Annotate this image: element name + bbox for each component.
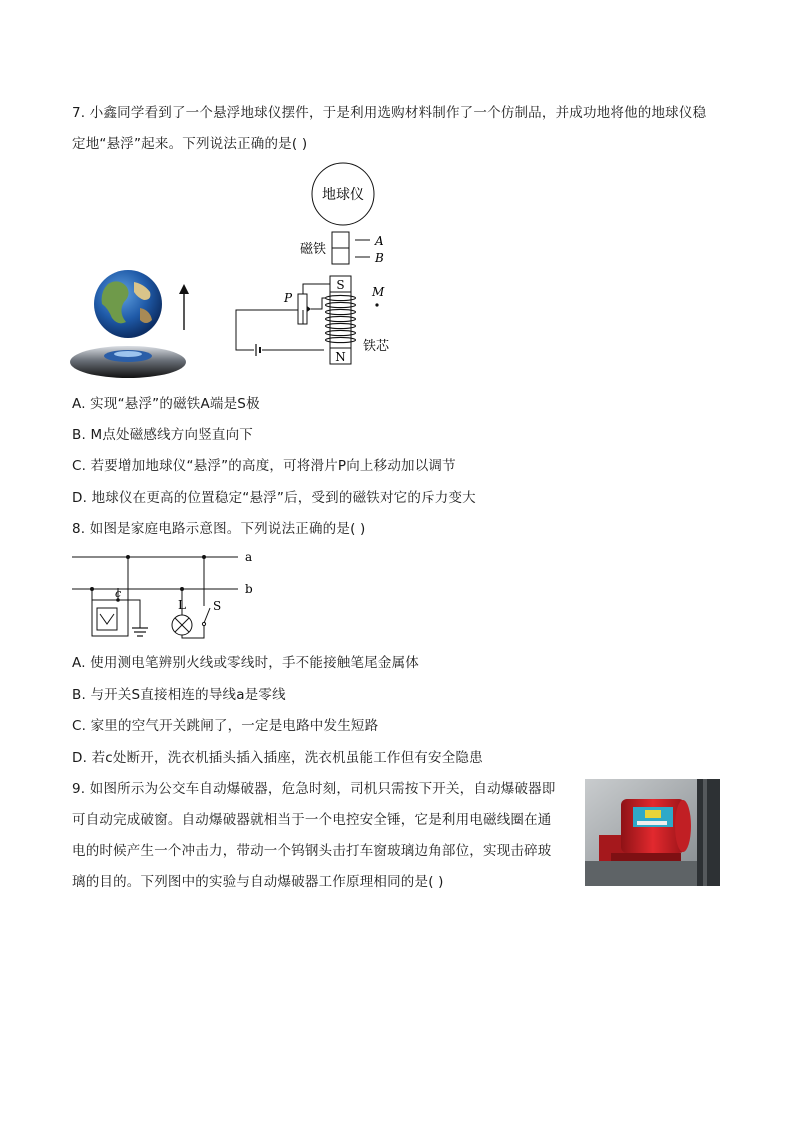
q9-text-line2: 可自动完成破窗。自动爆破器就相当于一个电控安全锤，它是利用电磁线圈在通 — [72, 812, 552, 828]
q7-electromagnet-diagram — [226, 160, 406, 370]
point-m-label: M — [372, 285, 385, 299]
switch-s-label: S — [213, 599, 222, 613]
q7-option-b: B. M点处磁感线方向竖直向下 — [72, 427, 253, 443]
q8-option-d: D. 若c处断开，洗衣机插头插入插座，洗衣机虽能工作但有安全隐患 — [72, 750, 483, 766]
q9-text-line1: 9. 如图所示为公交车自动爆破器，危急时刻，司机只需按下开关，自动爆破器即 — [72, 781, 556, 797]
magnet-end-b: B — [375, 251, 384, 265]
globe-label: 地球仪 — [322, 187, 364, 203]
iron-core-label: 铁芯 — [363, 339, 390, 354]
q8-stem: 8. 如图是家庭电路示意图。下列说法正确的是( ) — [72, 521, 366, 537]
point-c-label: c — [115, 587, 122, 600]
q7-stem-line2: 定地“悬浮”起来。下列说法正确的是( ) — [72, 136, 308, 152]
q8-option-b: B. 与开关S直接相连的导线a是零线 — [72, 687, 286, 703]
q8-household-circuit-diagram — [70, 548, 270, 642]
wire-b-label: b — [245, 582, 253, 596]
q7-stem-line1: 7. 小鑫同学看到了一个悬浮地球仪摆件，于是利用选购材料制作了一个仿制品，并成功地将他的地球仪稳 — [72, 105, 707, 121]
q8-option-a: A. 使用测电笔辨别火线或零线时，手不能接触笔尾金属体 — [72, 655, 419, 671]
q7-option-a: A. 实现“悬浮”的磁铁A端是S极 — [72, 396, 260, 412]
q9-text-line3: 电的时候产生一个冲击力，带动一个钨钢头击打车窗玻璃边角部位，实现击碎玻 — [72, 843, 552, 859]
lamp-l-label: L — [178, 598, 186, 612]
slider-p-label: P — [284, 291, 293, 305]
q7-option-c: C. 若要增加地球仪“悬浮”的高度，可将滑片P向上移动加以调节 — [72, 458, 456, 474]
wire-a-label: a — [245, 550, 253, 564]
upward-arrow — [176, 282, 192, 332]
q7-option-d: D. 地球仪在更高的位置稳定“悬浮”后，受到的磁铁对它的斥力变大 — [72, 490, 476, 506]
pole-s-label: S — [336, 278, 345, 292]
pole-n-label: N — [335, 350, 346, 364]
window-breaker-photo — [585, 779, 720, 886]
q8-option-c: C. 家里的空气开关跳闸了，一定是电路中发生短路 — [72, 718, 379, 734]
magnet-label: 磁铁 — [300, 242, 327, 257]
q9-text-line4: 璃的目的。下列图中的实验与自动爆破器工作原理相同的是( ) — [72, 874, 444, 890]
magnet-end-a: A — [375, 234, 384, 248]
